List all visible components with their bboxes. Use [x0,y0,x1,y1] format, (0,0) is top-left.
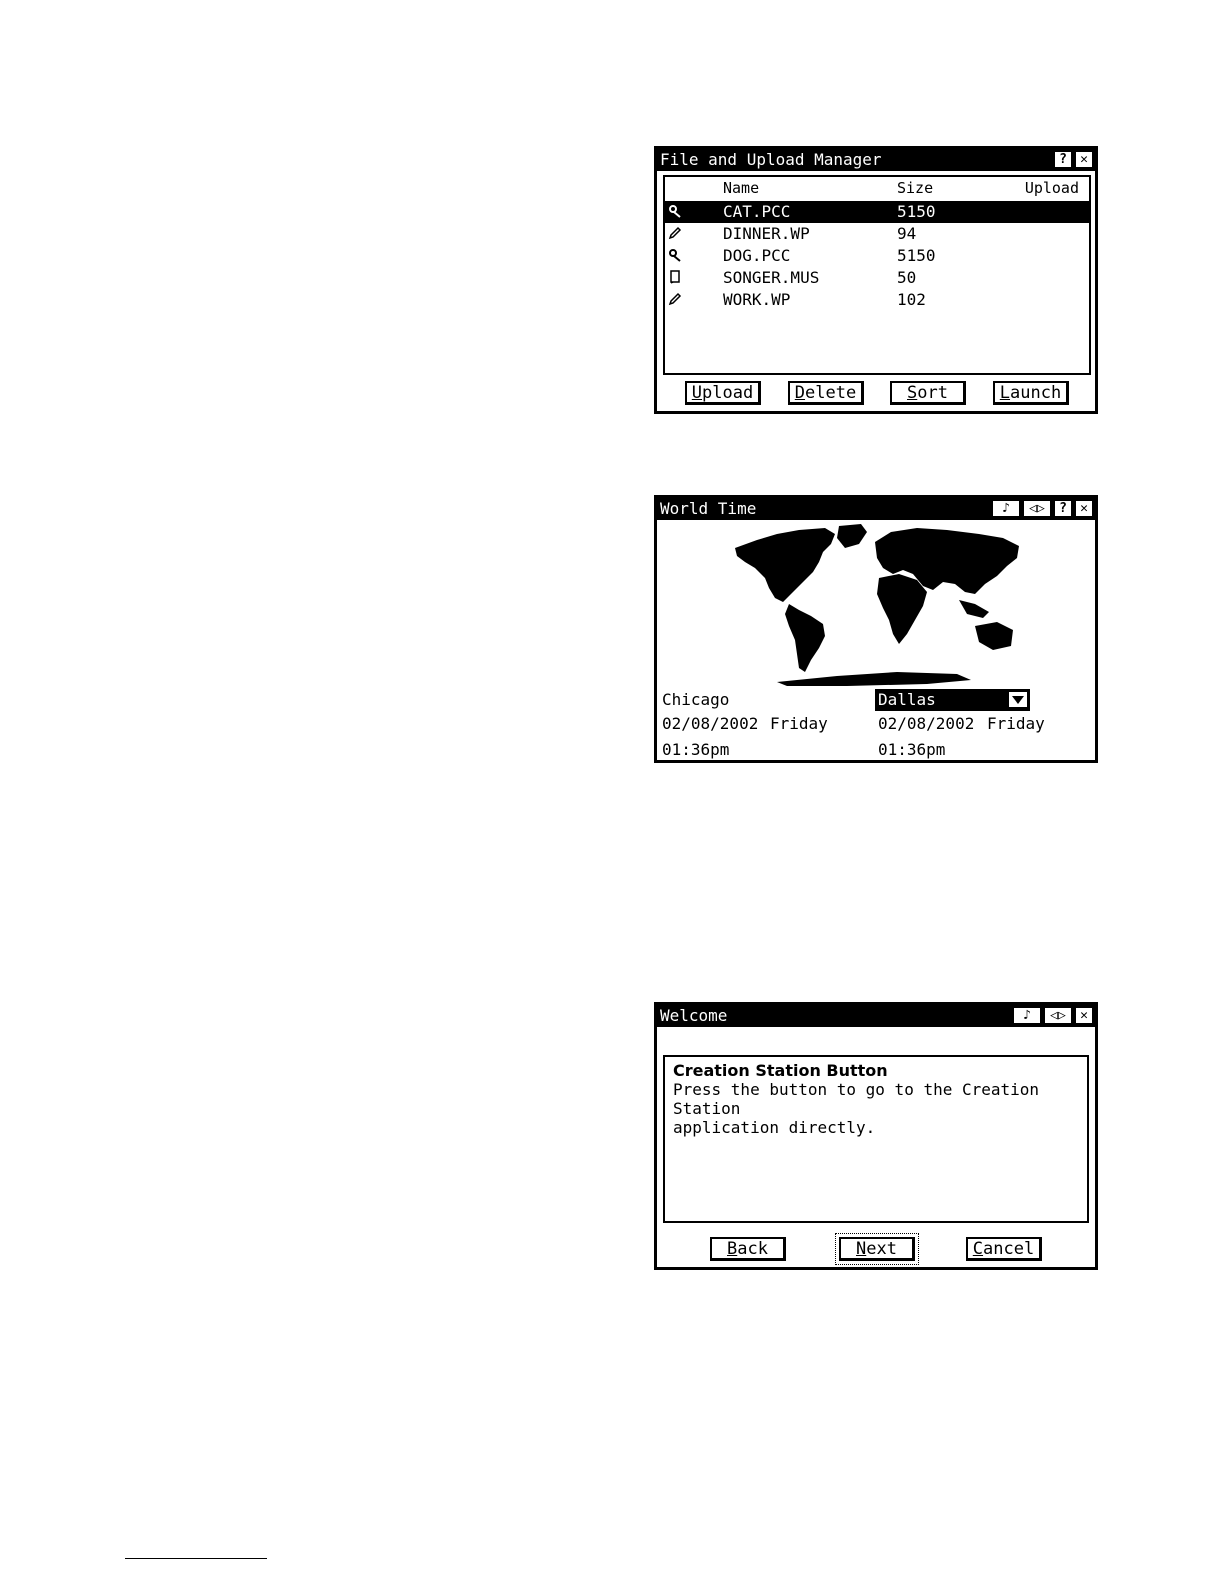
australia-landmass [975,622,1013,650]
world-time-titlebar[interactable] [657,498,1095,520]
table-row[interactable] [665,245,1089,267]
home-city: Chicago [662,690,730,709]
next-button[interactable] [839,1237,915,1261]
north-america-landmass [735,528,835,602]
help-icon[interactable]: ? [1054,151,1072,168]
south-america-landmass [785,604,825,672]
welcome-titlebar[interactable] [657,1005,1095,1027]
file-size: 5150 [897,246,936,265]
picture-icon [668,248,682,262]
home-time: 01:36pm [662,740,730,759]
volume-arrows-icon[interactable]: ◁▷ [1044,1007,1072,1024]
column-header-size[interactable]: Size [897,179,934,197]
home-day: Friday [770,714,828,733]
close-icon[interactable]: ✕ [1075,1007,1093,1024]
other-date: 02/08/2002 [878,714,975,733]
welcome-message-box [663,1055,1089,1223]
chevron-down-icon[interactable] [1008,691,1028,708]
world-time-window [654,495,1098,763]
file-name: SONGER.MUS [723,268,820,287]
southeast-asia-landmass [959,600,989,618]
file-manager-window [654,146,1098,414]
close-icon[interactable]: ✕ [1075,500,1093,517]
selected-city: Dallas [878,690,936,709]
file-manager-titlebar[interactable] [657,149,1095,171]
upload-button[interactable] [685,381,761,405]
home-date: 02/08/2002 [662,714,759,733]
file-size: 5150 [897,202,936,221]
back-button[interactable] [710,1237,786,1261]
file-name: DINNER.WP [723,224,810,243]
sort-label: ort [917,383,948,403]
upload-mnemonic: U [691,383,703,403]
back-label: ack [737,1239,768,1259]
cancel-mnemonic: C [972,1239,984,1259]
sort-button[interactable] [890,381,966,405]
cancel-label: ancel [983,1239,1035,1259]
table-row[interactable] [665,267,1089,289]
message-body-line-2: application directly. [673,1118,876,1137]
table-row[interactable] [665,289,1089,311]
next-label: ext [866,1239,897,1259]
volume-arrows-icon[interactable]: ◁▷ [1023,500,1051,517]
welcome-window [654,1002,1098,1270]
other-day: Friday [987,714,1045,733]
table-row[interactable] [665,201,1089,223]
file-name: DOG.PCC [723,246,791,265]
launch-mnemonic: L [999,383,1011,403]
file-list[interactable] [663,175,1091,375]
city-dropdown[interactable] [875,689,1030,711]
delete-button[interactable] [788,381,864,405]
list-header [665,177,1089,199]
africa-landmass [877,574,927,644]
music-note-icon[interactable]: ♪ [992,500,1020,517]
upload-label: pload [702,383,754,403]
launch-label: aunch [1010,383,1062,403]
file-size: 50 [897,268,917,287]
file-name: WORK.WP [723,290,791,309]
file-size: 94 [897,224,917,243]
file-size: 102 [897,290,926,309]
window-title: Welcome [660,1006,728,1025]
antarctica-landmass [777,672,971,686]
window-title: World Time [660,499,757,518]
launch-button[interactable] [993,381,1069,405]
music-note-icon[interactable]: ♪ [1013,1007,1041,1024]
pencil-icon [668,226,682,240]
message-heading: Creation Station Button [673,1061,888,1080]
delete-label: elete [805,383,857,403]
other-time: 01:36pm [878,740,946,759]
picture-icon [668,204,682,218]
column-header-name[interactable]: Name [723,179,760,197]
column-header-upload[interactable]: Upload [1024,179,1079,197]
cancel-button[interactable] [966,1237,1042,1261]
footnote-divider [125,1558,267,1559]
close-icon[interactable]: ✕ [1075,151,1093,168]
greenland-landmass [837,524,867,548]
world-map[interactable] [727,522,1027,686]
next-mnemonic: N [856,1239,867,1259]
delete-mnemonic: D [794,383,806,403]
document-icon [668,270,682,284]
message-body-line-1: Press the button to go to the Creation Station [673,1080,1040,1118]
pencil-icon [668,292,682,306]
back-mnemonic: B [727,1239,738,1259]
file-name: CAT.PCC [723,202,791,221]
window-title: File and Upload Manager [660,150,882,169]
sort-mnemonic: S [907,383,918,403]
table-row[interactable] [665,223,1089,245]
help-icon[interactable]: ? [1054,500,1072,517]
